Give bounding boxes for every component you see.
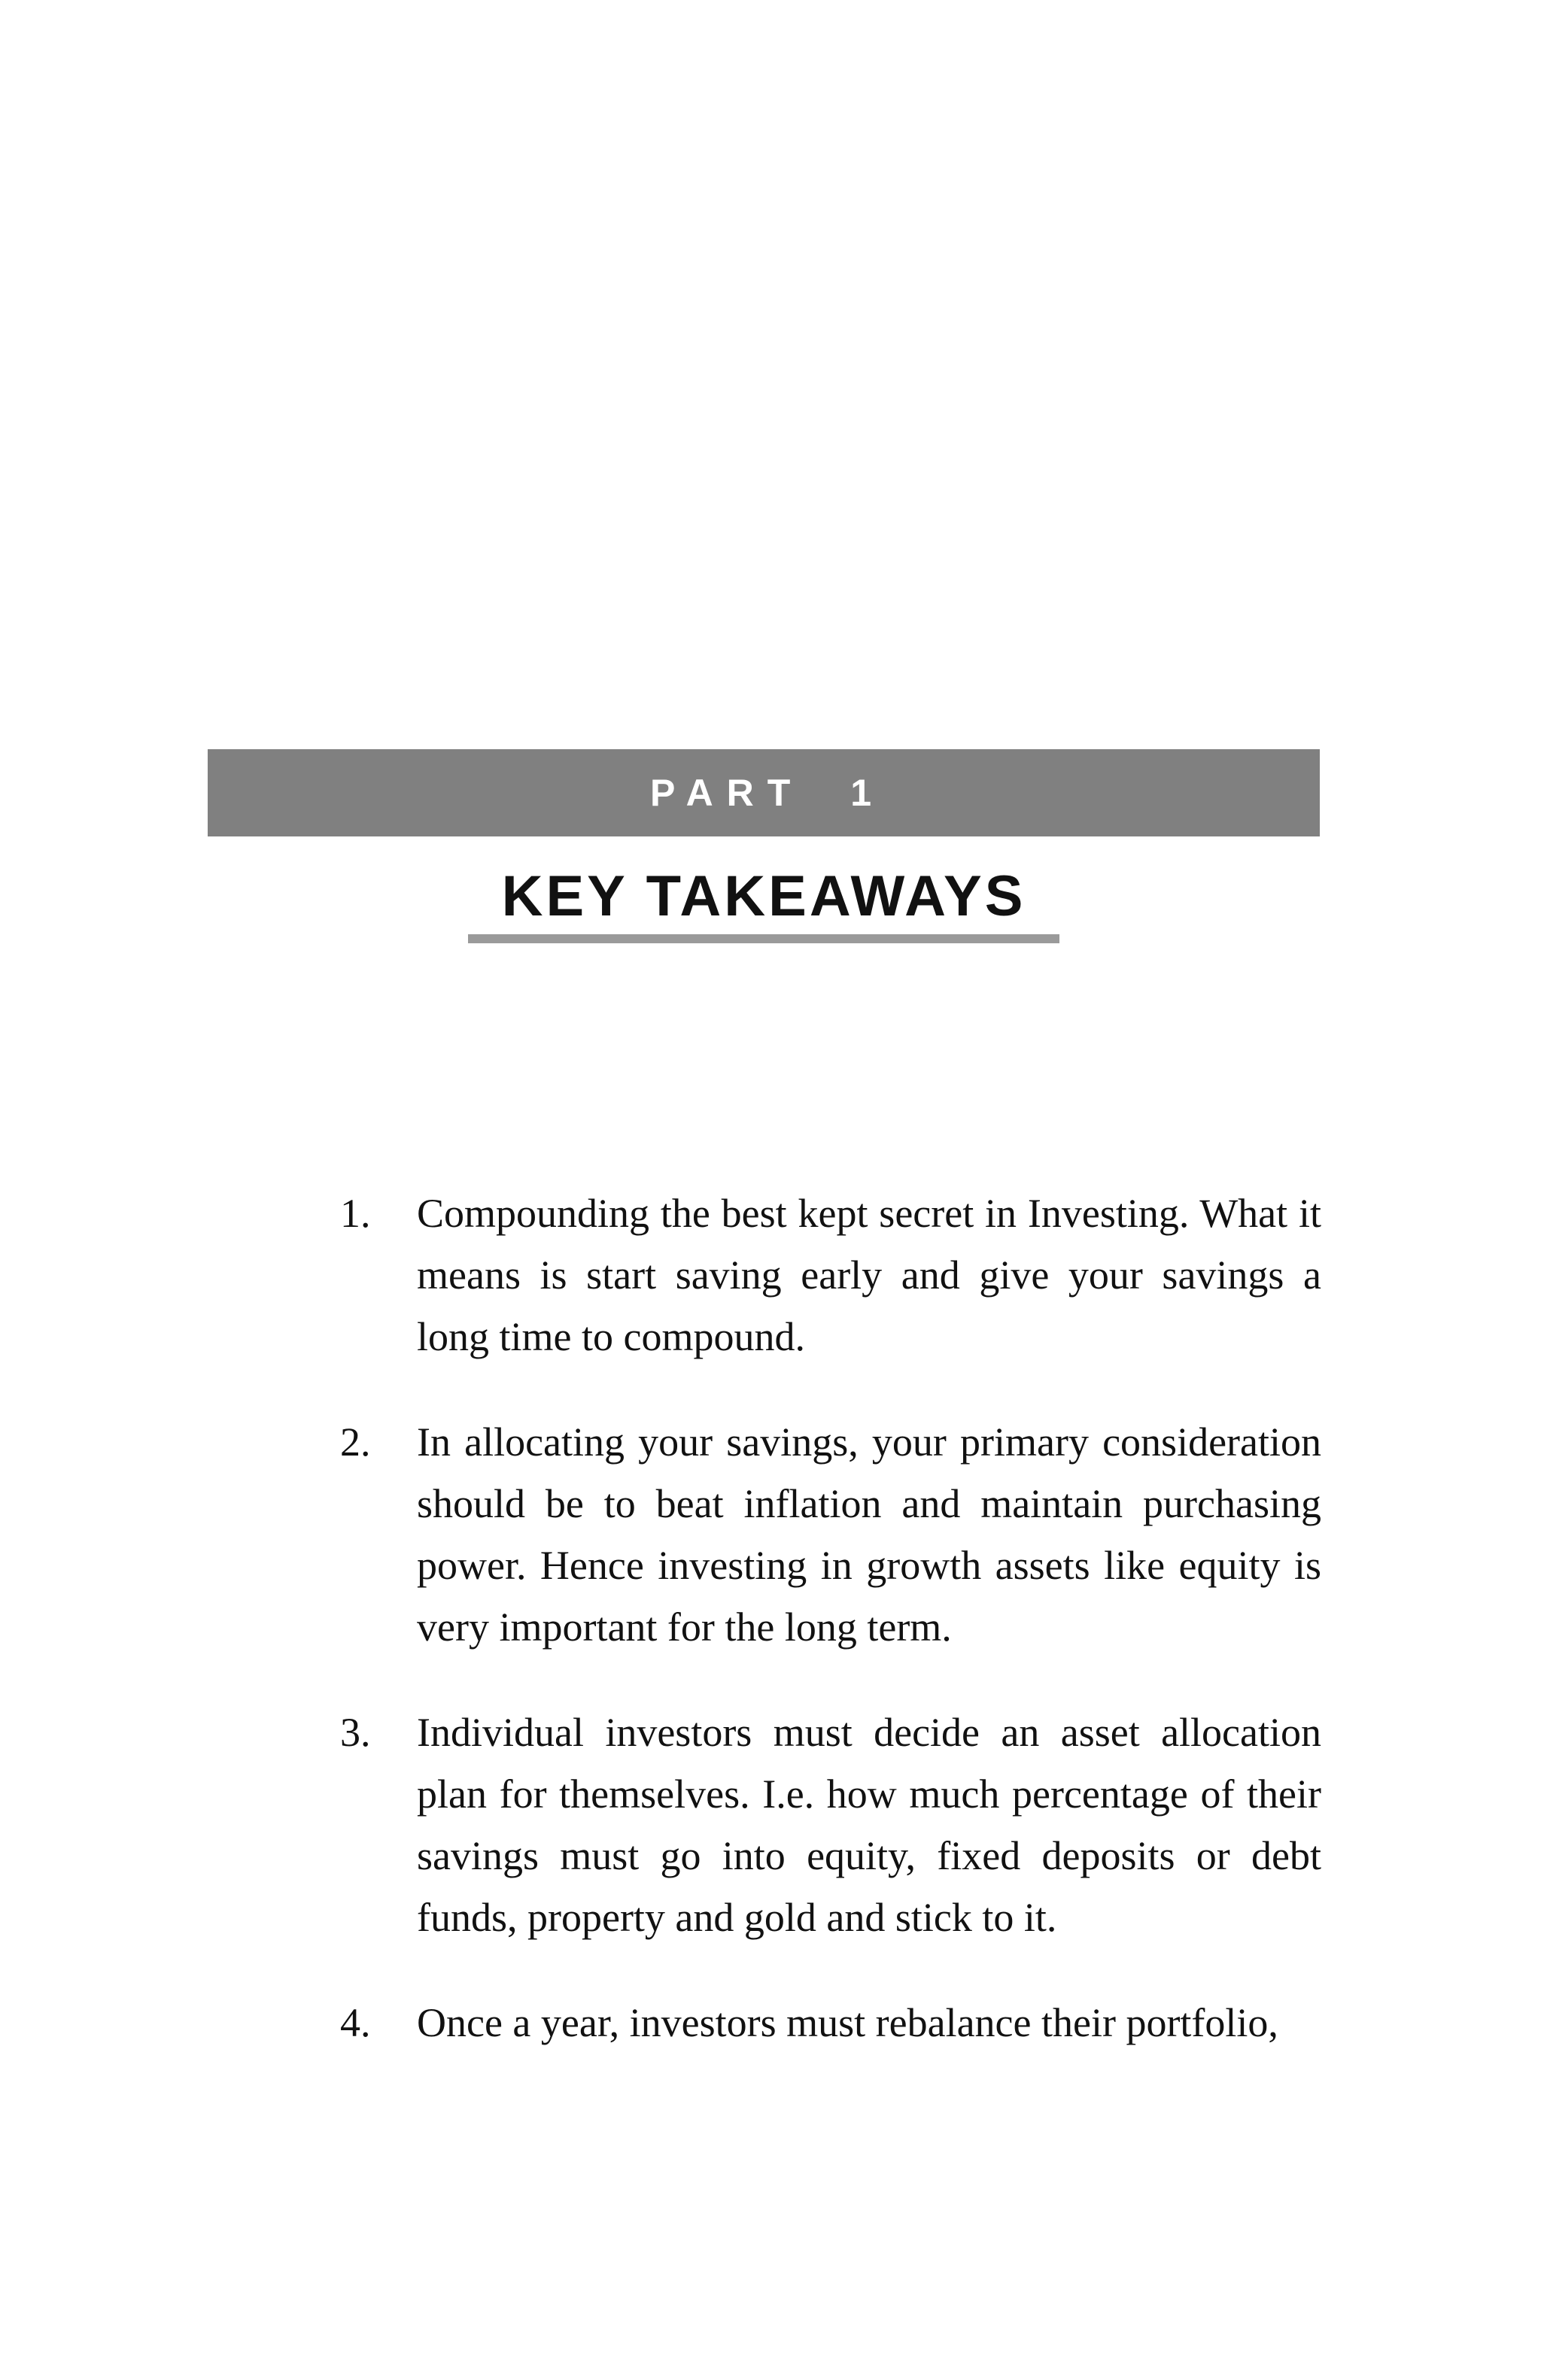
list-item bbox=[340, 1182, 1321, 1368]
part-banner bbox=[208, 749, 1320, 836]
part-label: PART 1 bbox=[649, 772, 886, 814]
list-item-text: In allocating your savings, your primary consideration should be to beat inflation and maintain purchasing power. Hence investing in growth assets like equity is very important for the long term. bbox=[417, 1419, 1321, 1650]
list-item-text: Compounding the best kept secret in Investing. What it means is start saving early and give your savings a long time to compound. bbox=[417, 1191, 1321, 1359]
list-item-text: Individual investors must decide an asset allocation plan for themselves. I.e. how much percentage of their savings must go into equity, fixed deposits or debt funds, property and gold and stick to it. bbox=[417, 1710, 1321, 1940]
list-item bbox=[340, 1992, 1321, 2054]
section-heading bbox=[468, 861, 1059, 933]
list-item bbox=[340, 1702, 1321, 1948]
list-item-number: 1. bbox=[340, 1191, 371, 1236]
heading-underline bbox=[468, 934, 1059, 943]
list-item-text: Once a year, investors must rebalance their portfolio, bbox=[417, 2000, 1278, 2045]
list-item bbox=[340, 1411, 1321, 1658]
list-item-number: 2. bbox=[340, 1419, 371, 1465]
page-title: KEY TAKEAWAYS bbox=[501, 864, 1026, 928]
list-item-number: 3. bbox=[340, 1710, 371, 1755]
takeaways-list bbox=[340, 1182, 1321, 2097]
list-item-number: 4. bbox=[340, 2000, 371, 2045]
